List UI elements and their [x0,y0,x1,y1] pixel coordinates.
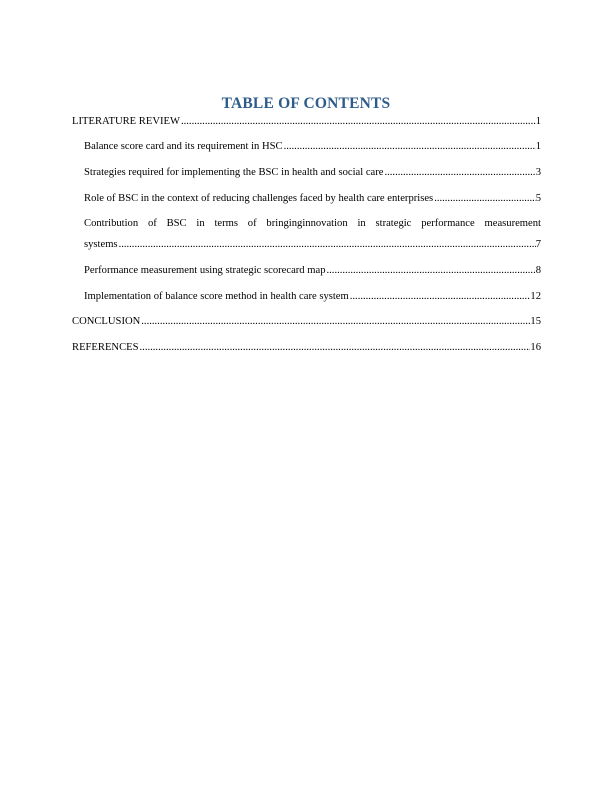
toc-leader-dots [327,265,536,276]
toc-entry-text: Balance score card and its requirement in HSC [84,141,283,152]
toc-leader-dots [284,141,536,152]
toc-leader-dots [140,342,531,353]
toc-entry-role-of-bsc[interactable] [84,193,541,204]
toc-entry-text: Strategies required for implementing the BSC in health and social care [84,167,384,178]
toc-entry-text: CONCLUSION [72,316,141,327]
toc-entry-literature-review[interactable] [72,116,541,127]
toc-page-number: 15 [530,316,541,327]
toc-leader-dots [384,167,535,178]
toc-page-number: 1 [535,141,541,152]
toc-leader-dots [181,116,536,127]
toc-entry-text: Performance measurement using strategic scorecard map [84,265,326,276]
toc-entry-text: LITERATURE REVIEW [72,116,180,127]
toc-page-number: 5 [535,193,541,204]
toc-entry-text: Role of BSC in the context of reducing challenges faced by health care enterprises [84,193,434,204]
toc-entry-implementation[interactable] [84,291,541,302]
toc-entry-references[interactable] [72,342,541,353]
toc-entry-conclusion[interactable] [72,316,541,327]
toc-page-number: 12 [530,291,541,302]
toc-title: TABLE OF CONTENTS [221,95,391,112]
toc-entry-contribution[interactable] [84,239,541,250]
toc-page-number: 1 [535,116,541,127]
toc-leader-dots [350,291,531,302]
toc-entry-text: systems [84,239,118,250]
toc-page-number: 3 [535,167,541,178]
toc-entry-performance-measurement[interactable] [84,265,541,276]
toc-entry-text: Implementation of balance score method in health care system [84,291,349,302]
toc-leader-dots [119,239,536,250]
toc-entry-strategies[interactable] [84,167,541,178]
toc-entry-text: REFERENCES [72,342,139,353]
toc-page-number: 16 [530,342,541,353]
toc-leader-dots [141,316,530,327]
toc-entry-balance-score-card[interactable] [84,141,541,152]
toc-page-number: 8 [535,265,541,276]
toc-entry-contribution-line1[interactable]: Contribution of BSC in terms of bringinginnovation in strategic performance measurement [84,218,541,229]
toc-page-number: 7 [535,239,541,250]
toc-leader-dots [434,193,536,204]
